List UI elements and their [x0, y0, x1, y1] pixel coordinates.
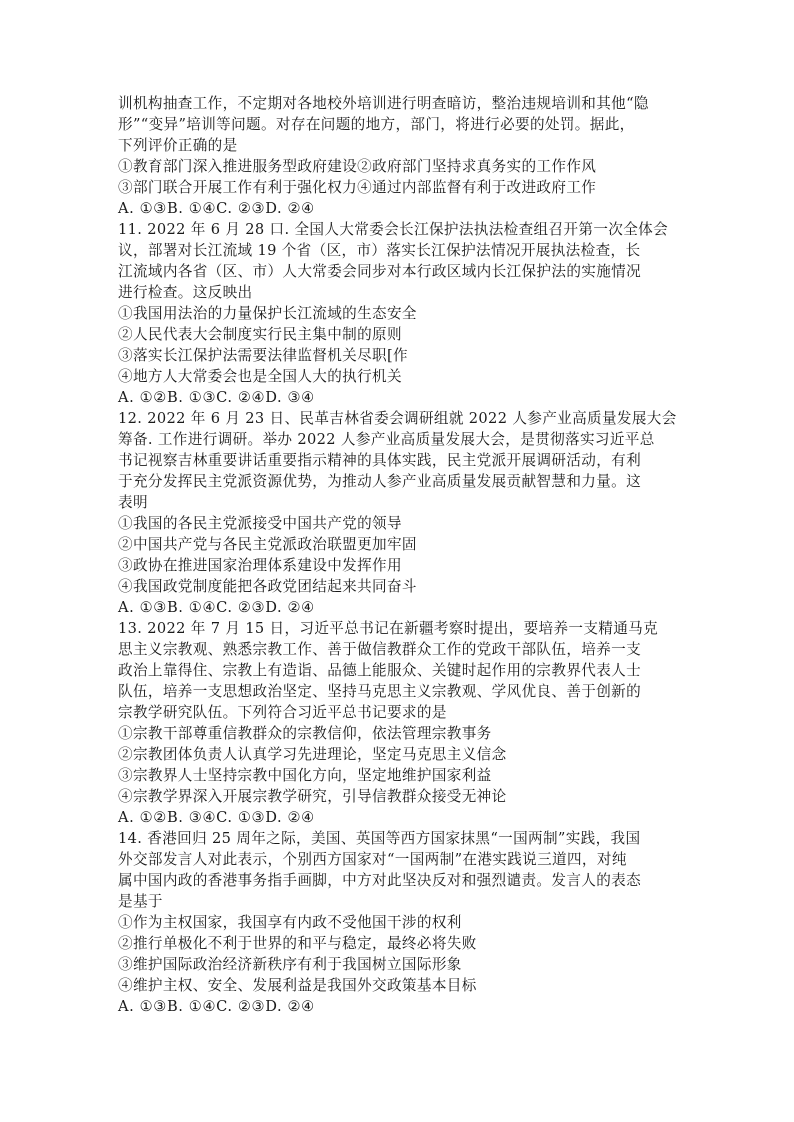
question-14-option: ④维护主权、安全、发展利益是我国外交政策基本目标 [118, 977, 477, 994]
question-11-prompt: 进行检查。这反映出 [118, 284, 253, 301]
question-14-option: ①作为主权国家，我国享有内政不受他国干涉的权利 [118, 914, 462, 931]
question-12-prompt: 表明 [118, 494, 148, 511]
question-11-text-line: 江流域内各省（区、市）人大常委会同步对本行政区域内长江保护法的实施情况 [118, 263, 642, 280]
document-page [118, 93, 678, 1017]
question-14-text-line: 14. 香港回归 25 周年之际，美国、英国等西方国家抹黑“一国两制”实践，我国 [118, 830, 641, 847]
question-13-option: ②宗教团体负责人认真学习先进理论，坚定马克思主义信念 [118, 746, 507, 763]
question-12-answer-choices: A. ①③B. ①④C. ②③D. ②④ [118, 599, 315, 616]
question-11-answer-choices: A. ①②B. ①③C. ②④D. ③④ [118, 389, 315, 406]
question-14-option: ②推行单极化不利于世界的和平与稳定，最终必将失败 [118, 935, 477, 952]
question-14-prompt: 是基于 [118, 893, 163, 910]
question-10-text-line: 训机构抽查工作，不定期对各地校外培训进行明查暗访，整治违规培训和其他“隐 [118, 95, 649, 112]
question-11-option: ③落实长江保护法需要法律监督机关尽职[作 [118, 347, 408, 364]
question-14-answer-choices: A. ①③B. ①④C. ②③D. ②④ [118, 998, 315, 1015]
question-13-answer-choices: A. ①②B. ③④C. ①③D. ②④ [118, 809, 315, 826]
question-13-text-line: 政治上靠得住、宗教上有造诣、品德上能服众、关键时起作用的宗教界代表人士 [118, 662, 642, 679]
question-13-text-line: 队伍，培养一支思想政治坚定、坚持马克思主义宗教观、学风优良、善于创新的 [118, 683, 642, 700]
question-14-text-line: 属中国内政的香港事务指手画脚，中方对此坚决反对和强烈谴责。发言人的表态 [118, 872, 642, 889]
question-12-option: ①我国的各民主党派接受中国共产党的领导 [118, 515, 402, 532]
question-13-option: ③宗教界人士坚持宗教中国化方向，坚定地维护国家利益 [118, 767, 492, 784]
question-11-option: ②人民代表大会制度实行民主集中制的原则 [118, 326, 402, 343]
question-14-option: ③维护国际政治经济新秩序有利于我国树立国际形象 [118, 956, 462, 973]
question-12-text-line: 筹备. 工作进行调研。举办 2022 人参产业高质量发展大会，是贯彻落实习近平总 [118, 431, 655, 448]
question-11-text-line: 11. 2022 年 6 月 28 口. 全国人大常委会长江保护法执法检查组召开第一次全体会 [118, 221, 669, 238]
question-13-option: ④宗教学界深入开展宗教学研究，引导信教群众接受无神论 [118, 788, 507, 805]
question-13-option: ①宗教干部尊重信教群众的宗教信仰，依法管理宗教事务 [118, 725, 492, 742]
question-12-text-line: 12. 2022 年 6 月 23 日、民革吉林省委会调研组就 2022 人参产业高质量发展大会 [118, 410, 677, 427]
question-12-option: ②中国共产党与各民主党派政治联盟更加牢固 [118, 536, 417, 553]
question-13-text-line: 思主义宗教观、熟悉宗教工作、善于做信教群众工作的党政干部队伍，培养一支 [118, 641, 642, 658]
question-12-text-line: 于充分发挥民主党派资源优势，为推动人参产业高质量发展贡献智慧和力量。这 [118, 473, 642, 490]
question-10-answer-choices: A. ①③B. ①④C. ②③D. ②④ [118, 200, 315, 217]
question-11-text-line: 议，部署对长江流域 19 个省（区，市）落实长江保护法情况开展执法检查，长 [118, 242, 641, 259]
question-14-text-line: 外交部发言人对此表示，个别西方国家对“一国两制”在港实践说三道四，对纯 [118, 851, 627, 868]
question-10-options-line: ①教育部门深入推进服务型政府建设②政府部门坚持求真务实的工作作风 [118, 158, 597, 175]
question-11-option: ①我国用法治的力量保护长江流域的生态安全 [118, 305, 417, 322]
question-10-text-line: 形”“变异”培训等问题。对存在问题的地方，部门，将进行必要的处罚。据此， [118, 116, 635, 133]
question-11-option: ④地方人大常委会也是全国人大的执行机关 [118, 368, 402, 385]
question-12-option: ④我国政党制度能把各政党团结起来共同奋斗 [118, 578, 417, 595]
question-10-options-line: ③部门联合开展工作有利于强化权力④通过内部监督有利于改进政府工作 [118, 179, 597, 196]
question-13-prompt: 宗教学研究队伍。下列符合习近平总书记要求的是 [118, 704, 447, 721]
question-13-text-line: 13. 2022 年 7 月 15 日，习近平总书记在新疆考察时提出，要培养一支精通马克 [118, 620, 659, 637]
question-10-prompt: 下列评价正确的是 [118, 137, 238, 154]
question-12-option: ③政协在推进国家治理体系建设中发挥作用 [118, 557, 402, 574]
question-12-text-line: 书记视察吉林重要讲话重要指示精神的具体实践，民主党派开展调研活动，有利 [118, 452, 642, 469]
